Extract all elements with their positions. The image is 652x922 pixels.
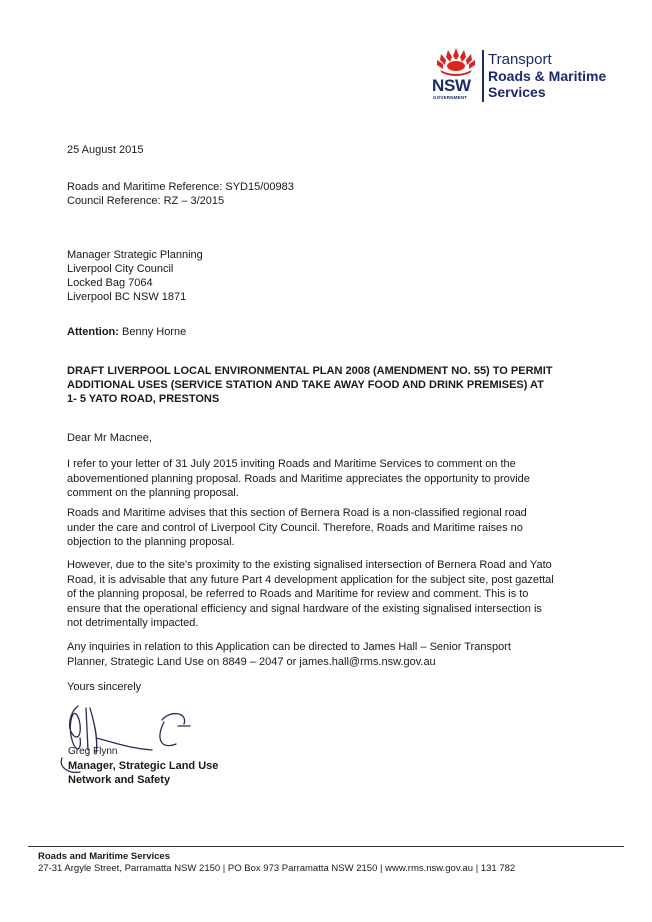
salutation: Dear Mr Macnee, (67, 432, 152, 444)
recipient-line: Manager Strategic Planning (67, 249, 203, 261)
signatory-name: Greg Flynn (68, 746, 118, 757)
body-paragraph: However, due to the site's proximity to the existing signalised intersection of Bernera Road and Yato Road, it is advisable that any future Part 4 development application for the subject site, post gazettal of the planning proposal, be referred to Roads and Maritime for review and comment. This is to ensure that the operational efficiency and signal hardware of the existing signalised intersection is not detrimentally impacted. (67, 559, 554, 629)
attention-label: Attention: (67, 326, 119, 338)
council-reference: Council Reference: RZ – 3/2015 (67, 195, 225, 207)
nsw-wordmark: NSW (432, 76, 471, 95)
footer-address: 27-31 Argyle Street, Parramatta NSW 2150 | PO Box 973 Parramatta NSW 2150 | www.rms.nsw.gov.au | 131 782 (38, 863, 516, 874)
recipient-line: Liverpool City Council (67, 263, 174, 275)
body-paragraph: Any inquiries in relation to this Application can be directed to James Hall – Senior Transport Planner, Strategic Land Use on 8849 – 2047 or james.hall@rms.nsw.gov.au (67, 641, 511, 668)
letter-date: 25 August 2015 (67, 144, 144, 156)
recipient-line: Locked Bag 7064 (67, 277, 153, 289)
logo-divider (482, 50, 484, 102)
logo-roads-maritime: Roads & Maritime (488, 68, 607, 84)
attention-line (67, 325, 186, 340)
subject-line: DRAFT LIVERPOOL LOCAL ENVIRONMENTAL PLAN 2008 (AMENDMENT NO. 55) TO PERMIT (67, 365, 553, 377)
closing: Yours sincerely (67, 681, 142, 693)
attention-name: Benny Horne (122, 326, 187, 338)
signatory-title: Manager, Strategic Land Use (68, 760, 219, 772)
logo-services: Services (488, 84, 546, 100)
rms-reference: Roads and Maritime Reference: SYD15/00983 (67, 181, 294, 193)
subject-line: ADDITIONAL USES (SERVICE STATION AND TAKE AWAY FOOD AND DRINK PREMISES) AT (67, 379, 544, 391)
footer-divider (28, 846, 624, 847)
signatory-division: Network and Safety (68, 774, 171, 786)
logo-transport: Transport (488, 51, 552, 68)
waratah-logo-icon (434, 46, 478, 76)
nsw-government-label: GOVERNMENT (433, 95, 468, 100)
body-paragraph: Roads and Maritime advises that this section of Bernera Road is a non-classified regional road under the care and control of Liverpool City Council. Therefore, Roads and Maritime raises no objection to the planning proposal. (67, 507, 527, 548)
footer-org: Roads and Maritime Services (38, 851, 170, 862)
body-paragraph: I refer to your letter of 31 July 2015 inviting Roads and Maritime Services to comment on the abovementioned planning proposal. Roads and Maritime appreciates the opportunity to provide comment on the planning proposal. (67, 458, 530, 499)
recipient-line: Liverpool BC NSW 1871 (67, 291, 187, 303)
subject-line: 1- 5 YATO ROAD, PRESTONS (67, 393, 220, 405)
